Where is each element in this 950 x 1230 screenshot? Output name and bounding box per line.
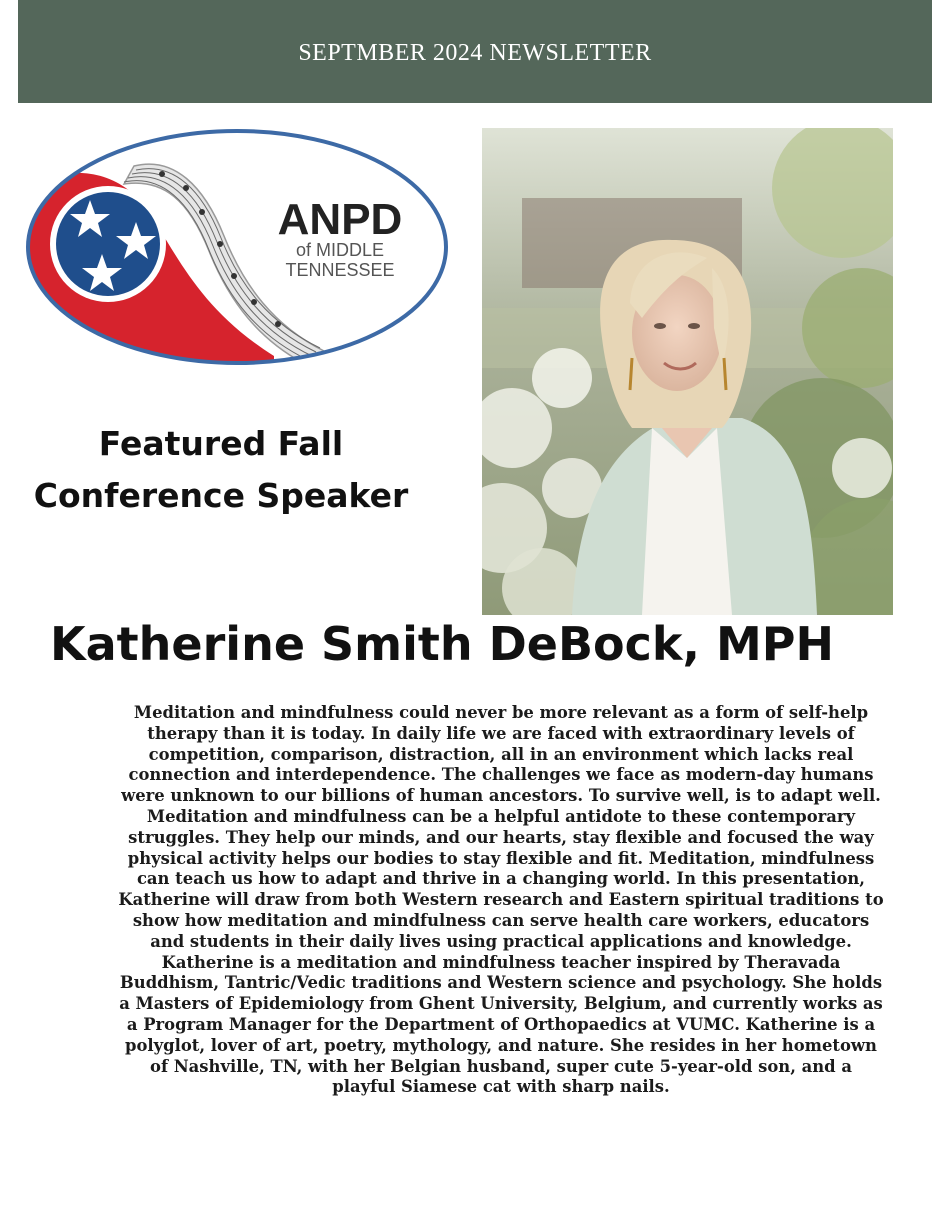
anpd-middle-tennessee-logo-icon xyxy=(24,126,450,368)
featured-line-2: Conference Speaker xyxy=(33,476,409,515)
featured-line-1: Featured Fall xyxy=(98,424,344,463)
logo-text-sub1: of MIDDLE xyxy=(295,240,385,260)
description-paragraph-2: Katherine is a meditation and mindfulness teacher inspired by Theravada Buddhism, Tantric/Vedic traditions and Western science and psychology. She holds a Masters of Epidemiology from Ghent University, Belgium, and currently works as a Program Manager for the Department of Orthopaedics at VUMC. Katherine is a polyglot, lover of art, poetry, mythology, and nature. She resides in her hometown of Nashville, TN, with her Belgian husband, super cute 5-year-old son, and a playful Siamese cat with sharp nails. xyxy=(119,952,883,1097)
featured-speaker-heading xyxy=(30,418,412,522)
speaker-description xyxy=(118,703,884,1098)
logo-text-main: ANPD xyxy=(277,195,403,244)
speaker-portrait-photo-icon xyxy=(482,128,893,615)
newsletter-header xyxy=(18,0,932,103)
description-paragraph-1: Meditation and mindfulness could never be more relevant as a form of self-help therapy than it is today. In daily life we are faced with extraordinary levels of competition, comparison, distraction, all in an environment which lacks real connection and interdependence. The challenges we face as modern-day humans were unknown to our billions of human ancestors. To survive well, is to adapt well. Meditation and mindfulness can be a helpful antidote to these contemporary struggles. They help our minds, and our hearts, stay flexible and focused the way physical activity helps our bodies to stay flexible and fit. Meditation, mindfulness can teach us how to adapt and thrive in a changing world. In this presentation, Katherine will draw from both Western research and Eastern spiritual traditions to show how meditation and mindfulness can serve health care workers, educators and students in their daily lives using practical applications and knowledge. xyxy=(118,703,884,951)
anpd-logo xyxy=(24,126,450,368)
logo-text-sub2: TENNESSEE xyxy=(285,260,395,280)
newsletter-title: SEPTMBER 2024 NEWSLETTER xyxy=(298,40,652,66)
speaker-name: Katherine Smith DeBock, MPH xyxy=(50,617,834,671)
speaker-photo xyxy=(482,128,893,615)
